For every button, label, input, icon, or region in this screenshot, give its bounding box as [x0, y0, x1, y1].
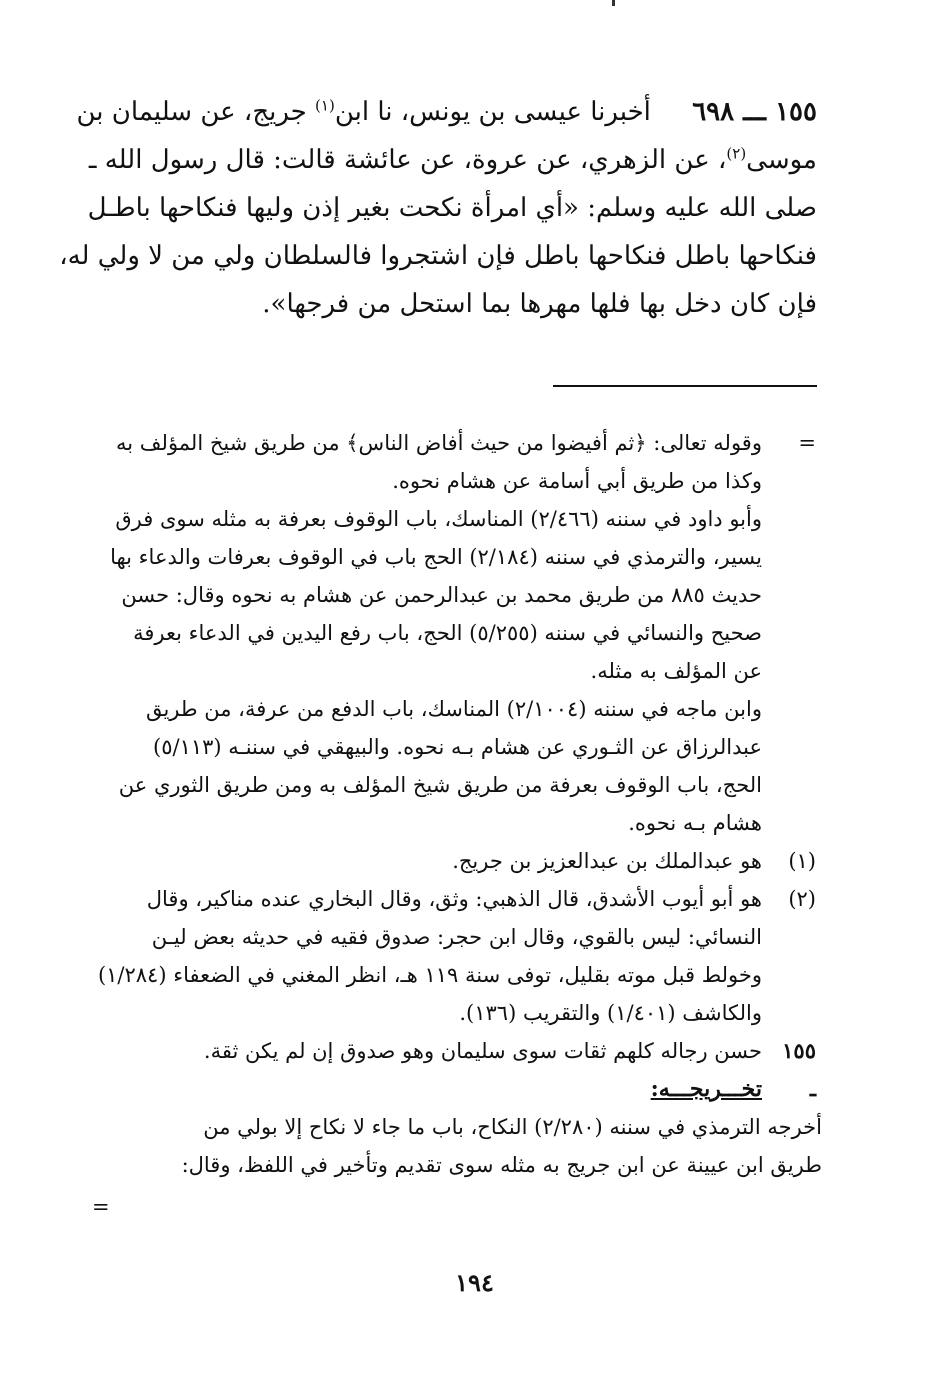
main-line-4: فنكاحها باطل فنكاحها باطل فإن اشتجروا فالسلطان ولي من لا ولي له، — [59, 241, 817, 271]
footnote-2-marker: (٢) — [788, 887, 816, 911]
main-line-2: موسى$^{(٢)}$، عن الزهري، عن عروة، عن عائشة قالت: قال رسول الله ـ — [88, 144, 817, 175]
hadith-text — [59, 88, 817, 328]
main-line-1: ١٥٥ ـــ ٦٩٨ أخبرنا عيسى بن يونس، نا ابن$^{(١)}$ جريج، عن سليمان بن — [76, 96, 817, 127]
footnotes-section — [97, 424, 822, 1184]
note-line: وخولط قبل موته بقليل، توفى سنة ١١٩ هـ، انظر المغني في الضعفاء (١/٢٨٤) — [97, 963, 762, 987]
note-line: حديث ٨٨٥ من طريق محمد بن عبدالرحمن عن هشام به نحوه وقال: حسن — [121, 583, 762, 607]
continuation-note — [100, 424, 822, 842]
note-line: وابن ماجه في سننه (٢/١٠٠٤) المناسك، باب الدفع من عرفة، من طريق — [145, 697, 762, 721]
footnote-separator — [553, 385, 817, 387]
note-line: وكذا من طريق أبي أسامة عن هشام نحوه. — [392, 469, 762, 493]
footnote-1-marker: (١) — [788, 849, 816, 873]
hadith-number: ١٥٥ ـــ ٦٩٨ — [692, 97, 817, 127]
note-155-marker: ١٥٥ ـ — [782, 1038, 816, 1101]
note-line: هشام بـه نحوه. — [628, 811, 762, 835]
note-line: الحج، باب الوقوف بعرفة من طريق شيخ المؤلف به ومن طريق الثوري عن — [118, 773, 762, 797]
footnote-ref-2[interactable]: (٢) — [726, 144, 747, 163]
main-line-3: صلى الله عليه وسلم: «أي امرأة نكحت بغير إذن وليها فنكاحها باطـل — [87, 193, 817, 223]
takhrij-line: أخرجه الترمذي في سننه (٢/٢٨٠) النكاح، باب ما جاء لا نكاح إلا بولي من — [203, 1115, 822, 1139]
note-line: عن المؤلف به مثله. — [590, 659, 762, 683]
takhrij-heading: تخـــريجـــه: — [650, 1076, 762, 1102]
note-line: هو عبدالملك بن عبدالعزيز بن جريج. — [452, 849, 762, 873]
note-line: والكاشف (١/٤٠١) والتقريب (١٣٦). — [459, 1001, 762, 1025]
continuation-marker: = — [798, 431, 816, 455]
note-line: حسن رجاله كلهم ثقات سوى سليمان وهو صدوق إن لم يكن ثقة. — [203, 1039, 762, 1063]
note-line: وقوله تعالى: ﴿ثم أفيضوا من حيث أفاض الناس﴾ من طريق شيخ المؤلف به — [116, 431, 762, 455]
end-continuation-marker: = — [92, 1195, 110, 1219]
footnote-ref-1[interactable]: (١) — [315, 96, 335, 115]
note-line: يسير، والترمذي في سننه (٢/١٨٤) الحج باب في الوقوف بعرفات والدعاء بها — [110, 545, 762, 569]
page-number: ١٩٤ — [455, 1268, 494, 1297]
footnote-1 — [100, 842, 822, 880]
scan-mark — [612, 0, 615, 6]
note-line: عبدالرزاق عن الثـوري عن هشام بـه نحوه. والبيهقي في سننـه (٥/١١٣) — [153, 735, 762, 759]
footnote-2 — [97, 880, 822, 1032]
note-line: صحيح والنسائي في سننه (٥/٢٥٥) الحج، باب رفع اليدين في الدعاء بعرفة — [133, 621, 762, 645]
note-line: هو أبو أيوب الأشدق، قال الذهبي: وثق، وقال البخاري عنده مناكير، وقال — [146, 887, 762, 911]
takhrij-line: طريق ابن عيينة عن ابن جريج به مثله سوى تقديم وتأخير في اللفظ، وقال: — [181, 1153, 822, 1177]
note-line: النسائي: ليس بالقوي، وقال ابن حجر: صدوق فقيه في حديثه بعض ليـن — [151, 925, 762, 949]
main-line-5: فإن كان دخل بها فلها مهرها بما استحل من فرجها». — [262, 289, 817, 319]
note-line: وأبو داود في سننه (٢/٤٦٦) المناسك، باب الوقوف بعرفة به مثله سوى فرق — [115, 507, 762, 531]
